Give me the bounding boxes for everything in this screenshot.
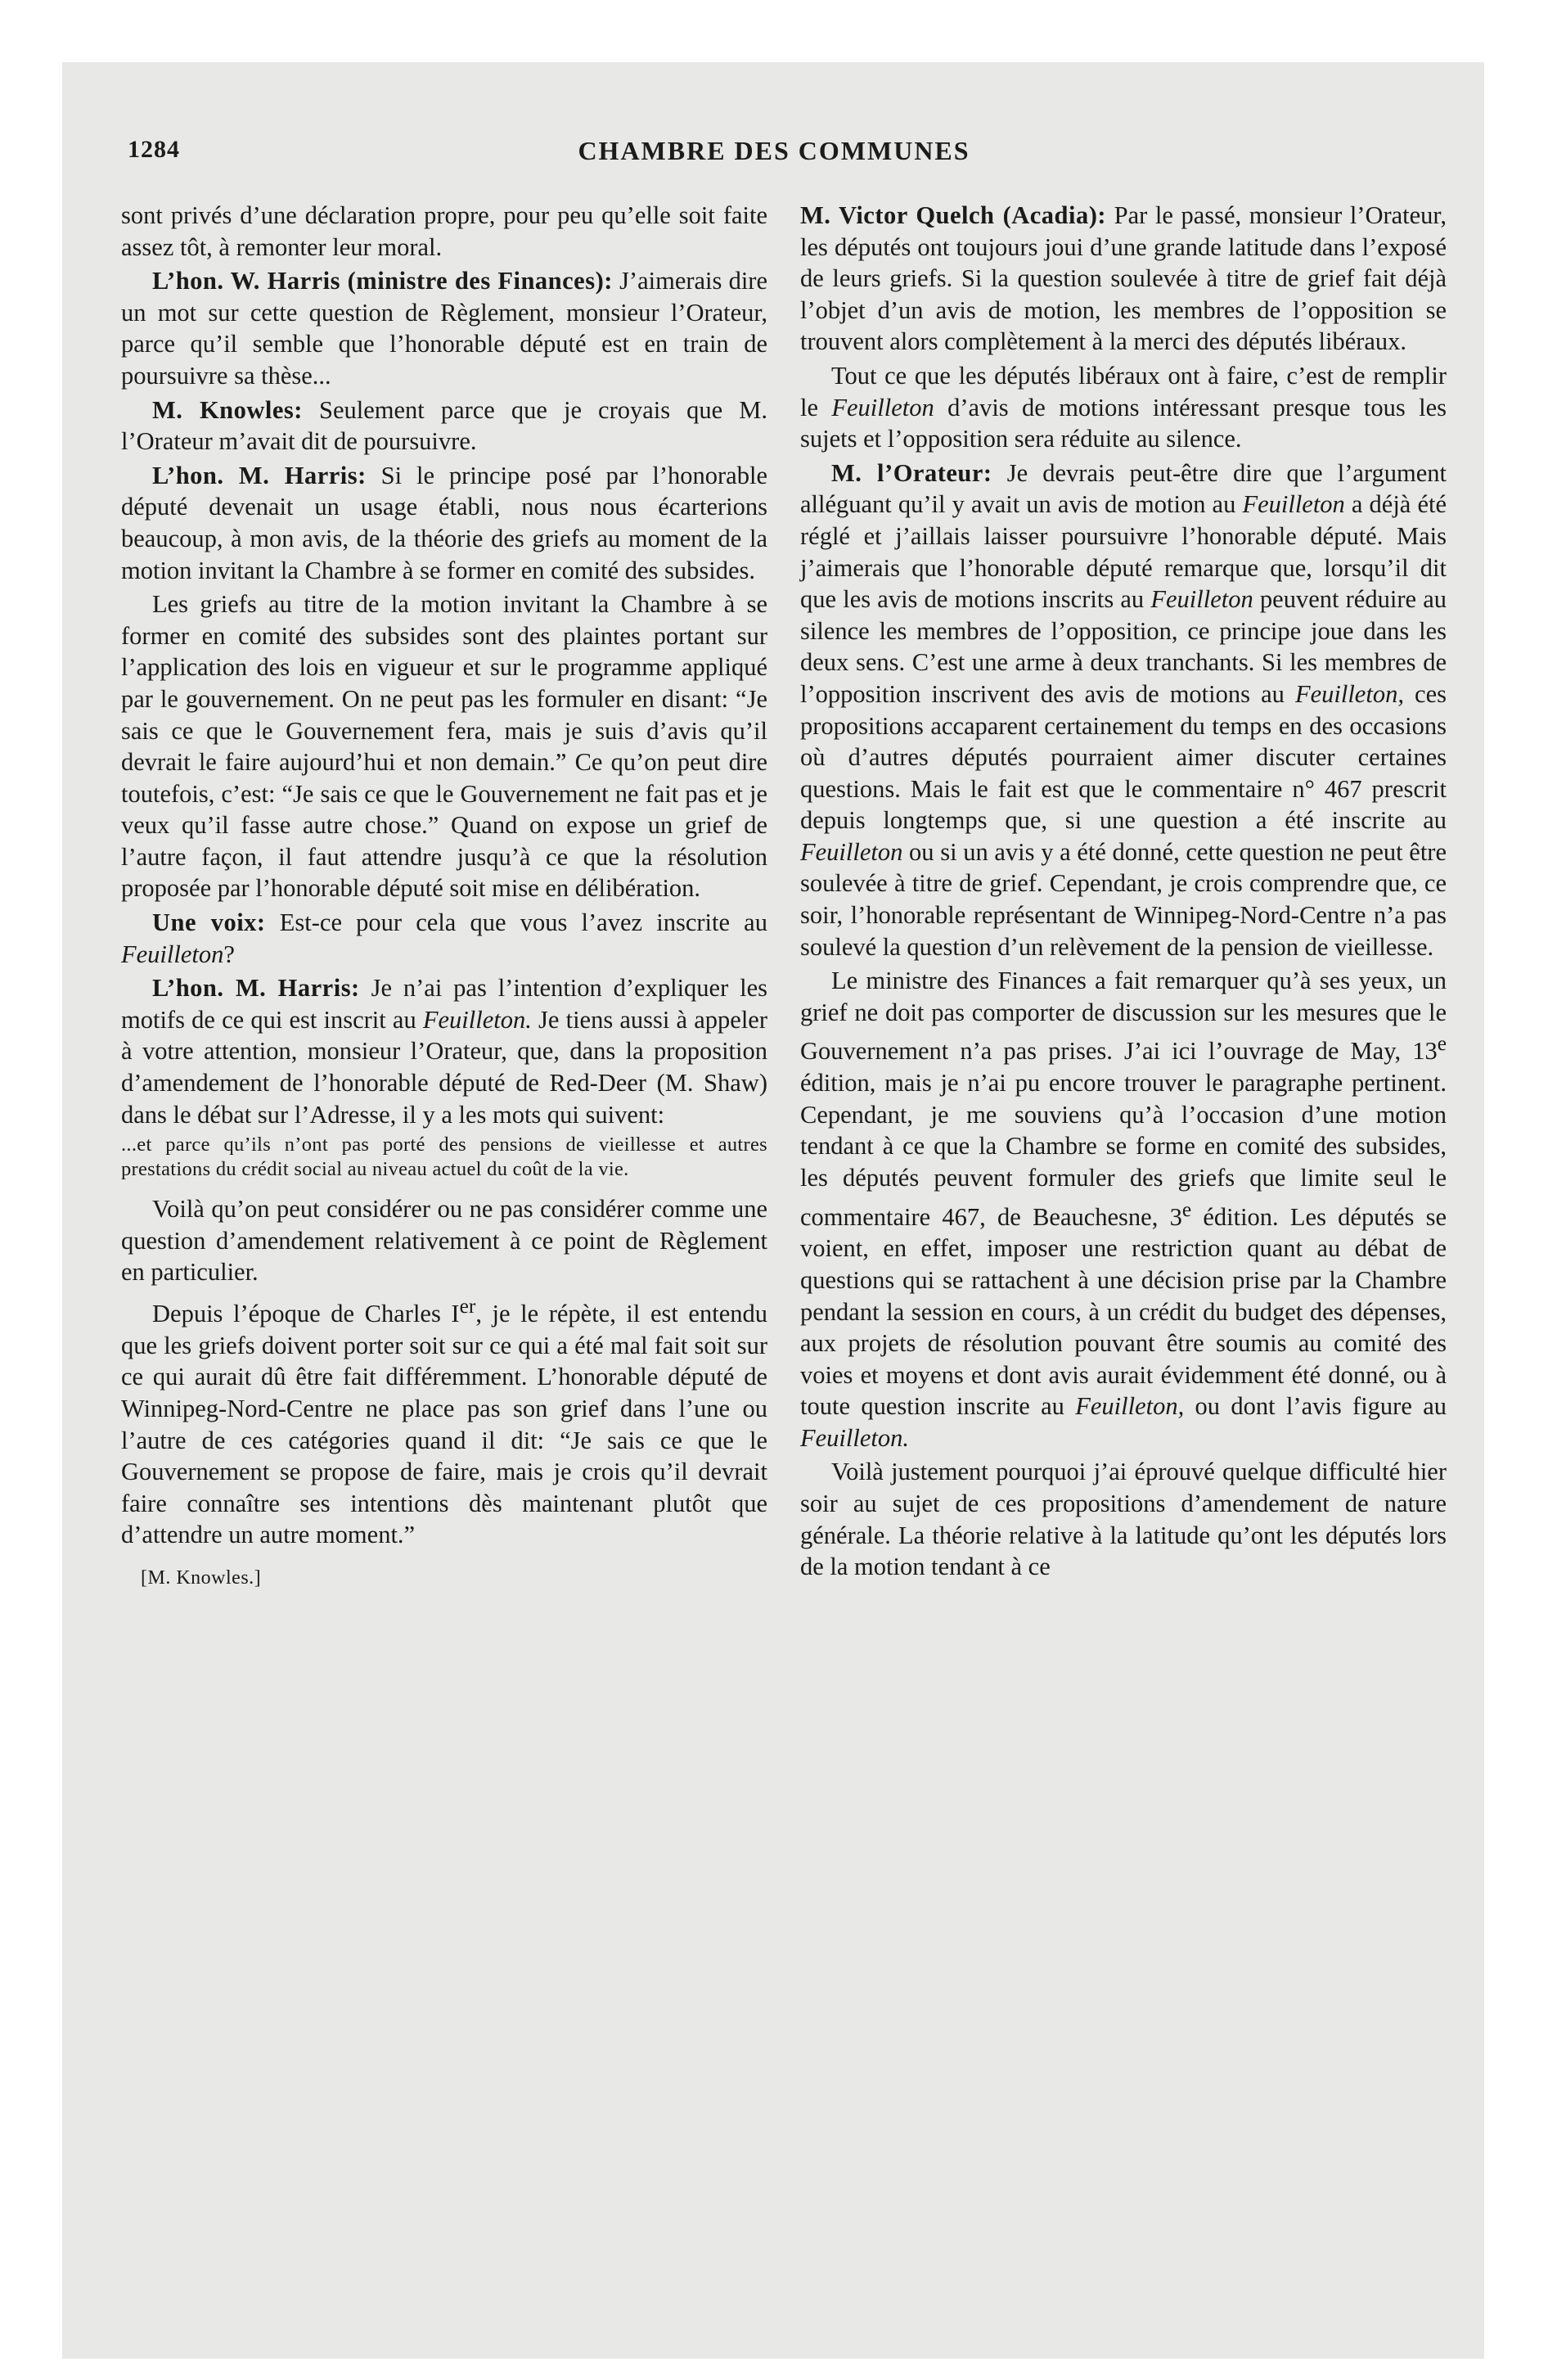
- speech: M. Victor Quelch (Acadia): Par le passé, monsieur l’Orateur, les députés ont toujours joui d’une grande latitude dans l’exposé de leurs griefs. Si la question soulevée à titre de grief fait déjà l’objet d’un avis de motion, les membres de l’opposition se trouvent alors complètement à la merci des députés libéraux.: [800, 201, 1447, 356]
- speech: L’hon. W. Harris (ministre des Finances): J’aimerais dire un mot sur cette question de Règlement, monsieur l’Orateur, parce qu’il semble que l’honorable député est en train de poursuivre sa thèse...: [121, 267, 767, 390]
- left-column: [121, 200, 767, 1594]
- paragraph: Tout ce que les députés libéraux ont à faire, c’est de remplir le Feuilleton d’avis de motions intéressant presque tous les sujets et l’opposition sera réduite au silence.: [800, 361, 1447, 453]
- block-quote: ...et parce qu’ils n’ont pas porté des pensions de vieillesse et autres prestations du crédit social au niveau actuel du coût de la vie.: [121, 1134, 767, 1181]
- speaker-name: L’hon. W. Harris (ministre des Finances):: [152, 267, 613, 295]
- speaker-name: L’hon. M. Harris:: [152, 974, 360, 1003]
- speaker-name: M. l’Orateur:: [831, 458, 992, 487]
- paragraph: Le ministre des Finances a fait remarquer qu’à ses yeux, un grief ne doit pas comporter de discussion sur les mesures que le Gouvernement n’a pas prises. J’ai ici l’ouvrage de May, 13e édition, mais je n’ai pu encore trouver le paragraphe pertinent. Cependant, je me souviens qu’à l’occasion d’une motion tendant à ce que la Chambre se forme en comité des subsides, les députés peuvent formuler des griefs que limite seul le commentaire 467, de Beauchesne, 3e édition. Les députés se voient, en effet, imposer une restriction quant au débat de questions qui se rattachent à une décision prise par la Chambre pendant la session en cours, à un crédit du budget des dépenses, aux projets de résolution pouvant être soumis au comité des voies et moyens et dont avis aurait évidemment été donné, ou à toute question inscrite au Feuilleton, ou dont l’avis figure au Feuilleton.: [800, 967, 1447, 1452]
- running-head: CHAMBRE DES COMMUNES: [578, 136, 970, 165]
- speaker-attribution: [M. Knowles.]: [141, 1566, 262, 1589]
- page-header: [128, 136, 1420, 172]
- speaker-name: L’hon. M. Harris:: [152, 461, 367, 489]
- speech: L’hon. M. Harris: Si le principe posé par l’honorable député devenait un usage établi, nous nous écarterions beaucoup, à mon avis, de la théorie des griefs au moment de la motion invitant la Chambre à se former en comité des subsides.: [121, 461, 767, 584]
- speaker-name: Une voix:: [152, 908, 266, 937]
- page-number: 1284: [128, 136, 180, 163]
- paragraph: Voilà qu’on peut considérer ou ne pas considérer comme une question d’amendement relativement à ce point de Règlement en particulier.: [121, 1195, 767, 1287]
- speech: L’hon. M. Harris: Je n’ai pas l’intention d’expliquer les motifs de ce qui est inscrit au Feuilleton. Je tiens aussi à appeler à votre attention, monsieur l’Orateur, que, dans la proposition d’amendement de l’honorable député de Red-Deer (M. Shaw) dans le débat sur l’Adresse, il y a les mots qui suivent:: [121, 974, 767, 1129]
- speech: M. Knowles: Seulement parce que je croyais que M. l’Orateur m’avait dit de poursuivre.: [121, 395, 767, 456]
- right-column: [800, 200, 1447, 1585]
- paragraph: Les griefs au titre de la motion invitant la Chambre à se former en comité des subsides sont des plaintes portant sur l’application des lois en vigueur et sur le programme appliqué par le gouvernement. On ne peut pas les formuler en disant: “Je sais ce que le Gouvernement fera, mais je suis d’avis qu’il devrait le faire aujourd’hui et non demain.” Ce qu’on peut dire toutefois, c’est: “Je sais ce que le Gouvernement ne fait pas et je veux qu’il fasse autre chose.” Quand on expose un grief de l’autre façon, il faut attendre jusqu’à ce que la résolution proposée par l’honorable député soit mise en délibération.: [121, 590, 767, 903]
- paragraph: sont privés d’une déclaration propre, pour peu qu’elle soit faite assez tôt, à remonter leur moral.: [121, 201, 767, 261]
- speaker-name: M. Victor Quelch (Acadia):: [800, 201, 1107, 229]
- speaker-name: M. Knowles:: [152, 395, 303, 424]
- speech: Une voix: Est-ce pour cela que vous l’avez inscrite au Feuilleton?: [121, 908, 767, 968]
- speech: M. l’Orateur: Je devrais peut-être dire que l’argument alléguant qu’il y avait un avis de motion au Feuilleton a déjà été réglé et j’aillais laisser poursuivre l’honorable député. Mais j’aimerais que l’honorable député remarque que, lorsqu’il dit que les avis de motions inscrits au Feuilleton peuvent réduire au silence les membres de l’opposition, ce principe joue dans les deux sens. C’est une arme à deux tranchants. Si les membres de l’opposition inscrivent des avis de motions au Feuilleton, ces propositions accaparent certainement du temps en des occasions où d’autres députés pourraient aimer discuter certaines questions. Mais le fait est que le commentaire n° 467 prescrit depuis longtemps que, si une question a été inscrite au Feuilleton ou si un avis y a été donné, cette question ne peut être soulevée à titre de grief. Cependant, je crois comprendre que, ce soir, l’honorable représentant de Winnipeg-Nord-Centre n’a pas soulevé la question d’un relèvement de la pension de vieillesse.: [800, 458, 1447, 961]
- paragraph: Depuis l’époque de Charles Ier, je le répète, il est entendu que les griefs doivent porter soit sur ce qui a été mal fait soit sur ce qui aurait dû être fait différemment. L’honorable député de Winnipeg-Nord-Centre ne place pas son grief dans l’une ou l’autre de ces catégories quand il dit: “Je sais ce que le Gouvernement se propose de faire, mais je crois qu’il devrait faire connaître ses intentions dès maintenant plutôt que d’attendre un autre moment.”: [121, 1295, 767, 1549]
- paragraph: Voilà justement pourquoi j’ai éprouvé quelque difficulté hier soir au sujet de ces propositions d’amendement de nature générale. La théorie relative à la latitude qu’ont les députés lors de la motion tendant à ce: [800, 1458, 1447, 1581]
